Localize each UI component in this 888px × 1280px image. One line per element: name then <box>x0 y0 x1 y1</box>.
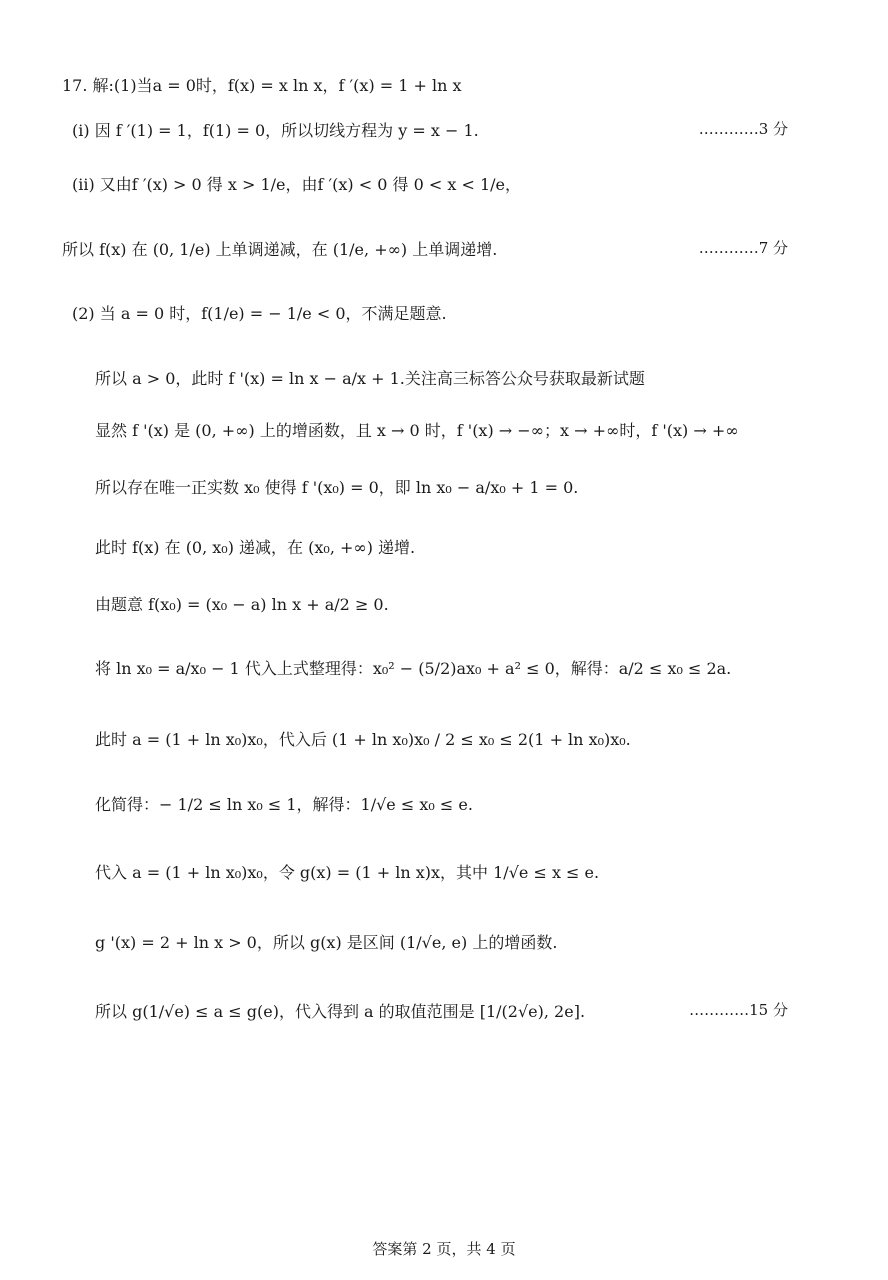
part2-case-a-zero: (2) 当 a = 0 时，f(1/e) = − 1/e < 0，不满足题意. <box>72 304 447 323</box>
final-range-conclusion: 所以 g(1/√e) ≤ a ≤ g(e)，代入得到 a 的取值范围是 [1/(2√e), 2e]. <box>95 1002 586 1021</box>
score-marker-3: …………3 分 <box>698 120 788 138</box>
simplification-step: 化简得：− 1/2 ≤ ln x₀ ≤ 1，解得：1/√e ≤ x₀ ≤ e. <box>95 795 473 814</box>
derivative-sign-step: (ii) 又由f ′(x) > 0 得 x > 1/e，由f ′(x) < 0 得 0 < x < 1/e， <box>72 175 522 194</box>
unique-root-statement: 所以存在唯一正实数 x₀ 使得 f '(x₀) = 0，即 ln x₀ − a/x₀ + 1 = 0. <box>95 478 579 497</box>
score-marker-7: …………7 分 <box>698 239 788 257</box>
substitution-step: 将 ln x₀ = a/x₀ − 1 代入上式整理得：x₀² − (5/2)ax₀ + a² ≤ 0，解得：a/2 ≤ x₀ ≤ 2a. <box>95 659 732 678</box>
increasing-derivative-note: 显然 f '(x) 是 (0, +∞) 上的增函数，且 x → 0 时，f '(x) → −∞；x → +∞时，f '(x) → +∞ <box>95 421 739 440</box>
a-expression-step: 此时 a = (1 + ln x₀)x₀，代入后 (1 + ln x₀)x₀ / 2 ≤ x₀ ≤ 2(1 + ln x₀)x₀. <box>95 730 631 749</box>
condition-f-x0: 由题意 f(x₀) = (x₀ − a) ln x + a/2 ≥ 0. <box>95 595 389 614</box>
solution-part1-header: 17. 解:(1)当a = 0时，f(x) = x ln x，f ′(x) = 1 + ln x <box>62 76 462 95</box>
page-footer: 答案第 2 页，共 4 页 <box>372 1240 516 1258</box>
score-marker-15: …………15 分 <box>689 1001 788 1019</box>
part2-derivative: 所以 a > 0，此时 f '(x) = ln x − a/x + 1.关注高三标答公众号获取最新试题 <box>95 369 645 388</box>
tangent-line-step: (i) 因 f ′(1) = 1，f(1) = 0，所以切线方程为 y = x − 1. <box>72 121 479 140</box>
monotonicity-conclusion: 所以 f(x) 在 (0, 1/e) 上单调递减，在 (1/e, +∞) 上单调递增. <box>62 240 498 259</box>
g-function-definition: 代入 a = (1 + ln x₀)x₀，令 g(x) = (1 + ln x)x，其中 1/√e ≤ x ≤ e. <box>95 863 600 882</box>
monotonic-intervals-x0: 此时 f(x) 在 (0, x₀) 递减，在 (x₀, +∞) 递增. <box>95 538 416 557</box>
g-increasing-statement: g '(x) = 2 + ln x > 0，所以 g(x) 是区间 (1/√e, e) 上的增函数. <box>95 933 558 952</box>
